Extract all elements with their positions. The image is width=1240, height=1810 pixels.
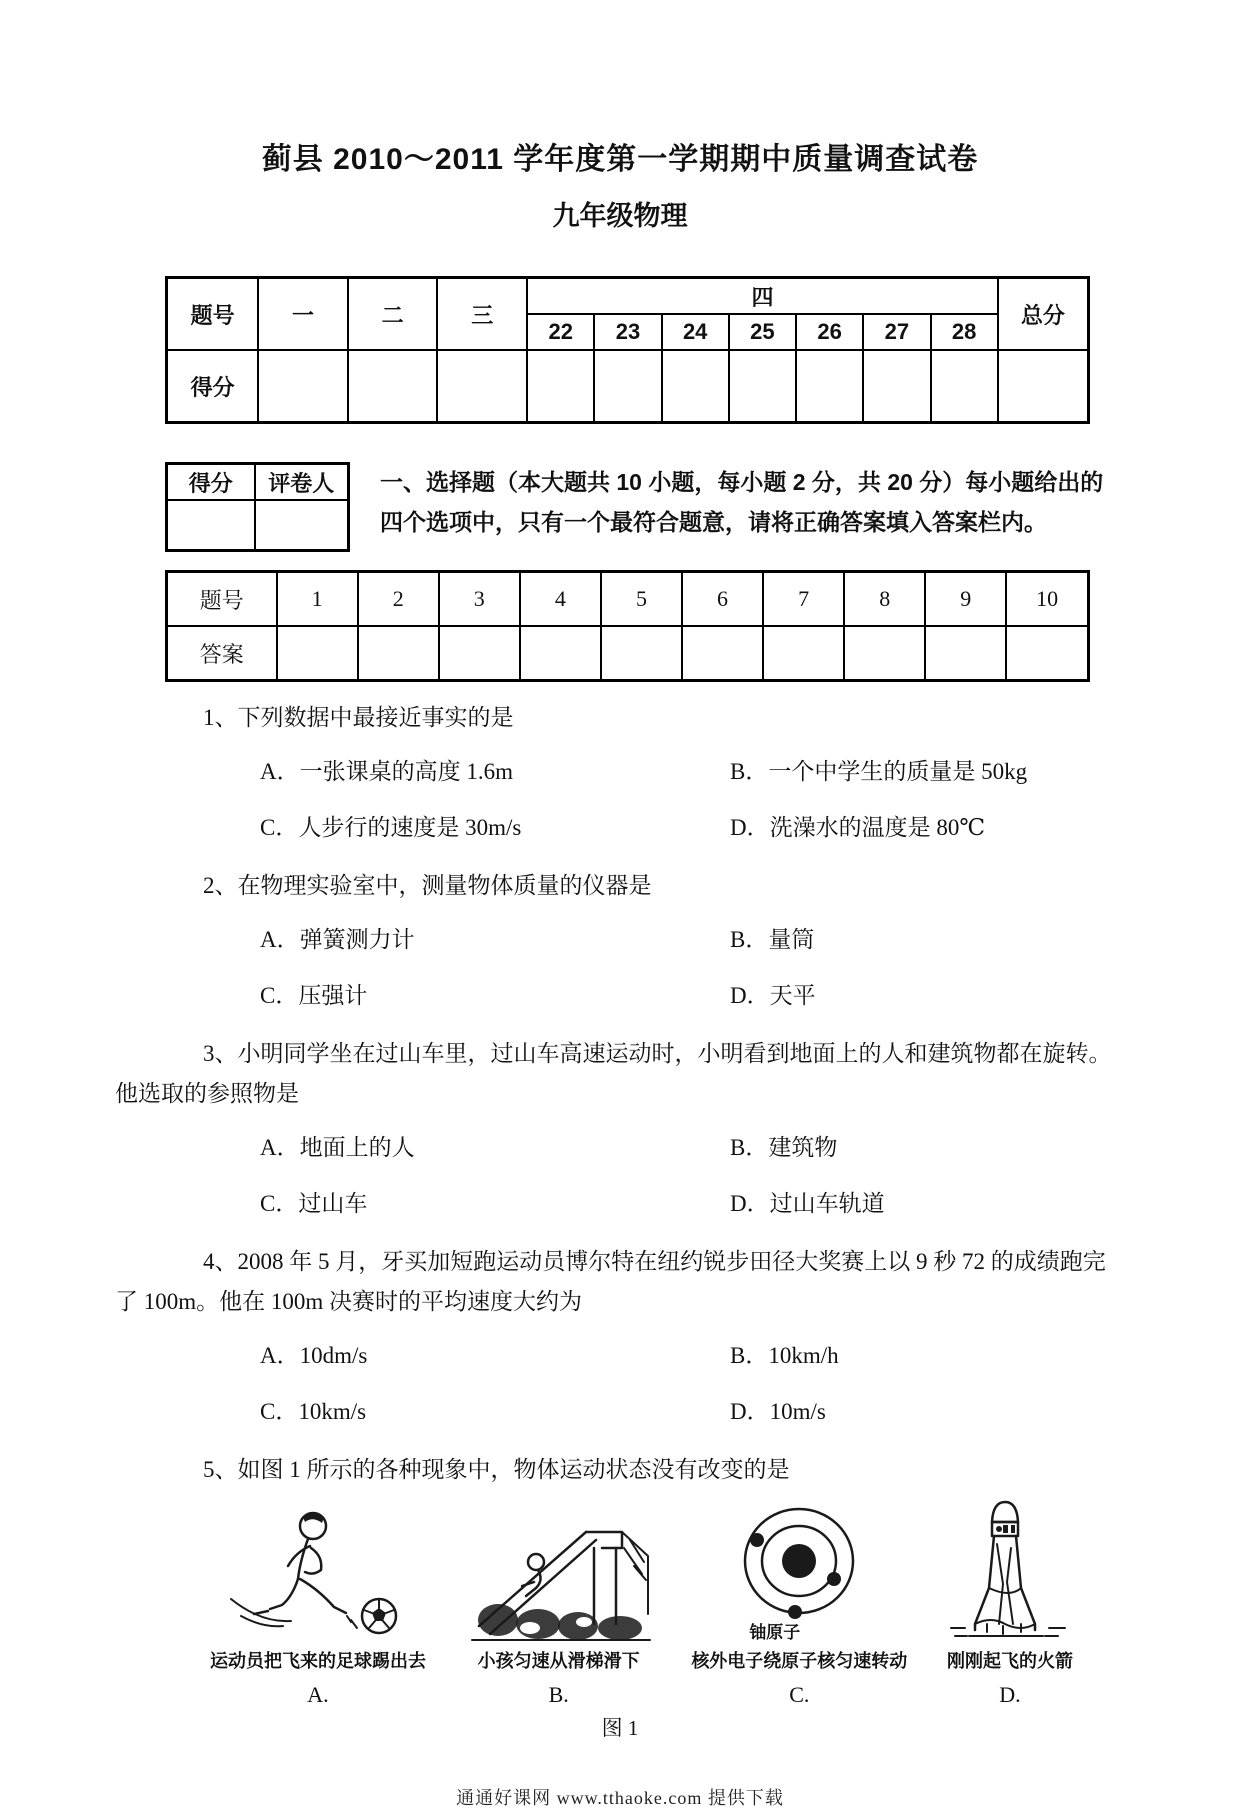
answer-number-cell: 1 bbox=[277, 572, 358, 627]
figure-item-c bbox=[691, 1504, 907, 1712]
option-b: B．量筒 bbox=[730, 927, 815, 952]
score-cell bbox=[527, 350, 594, 423]
question-1-stem: 1、下列数据中最接近事实的是 bbox=[203, 705, 514, 730]
question-5 bbox=[115, 1450, 1125, 1742]
option-c: C．过山车 bbox=[260, 1191, 368, 1216]
question-4-stem: 4、2008 年 5 月，牙买加短跑运动员博尔特在纽约锐步田径大奖赛上以 9 秒 72 的成绩跑完了 100m。他在 100m 决赛时的平均速度大约为 bbox=[115, 1249, 1106, 1314]
question-3-options bbox=[115, 1130, 1125, 1222]
section-1-instruction: 一、选择题（本大题共 10 小题，每小题 2 分，共 20 分）每小题给出的四个选项中，只有一个最符合题意，请将正确答案填入答案栏内。 bbox=[380, 469, 1104, 535]
section-1-header-block bbox=[165, 462, 1125, 552]
option-d: D．天平 bbox=[730, 983, 816, 1008]
question-24-header: 24 bbox=[662, 314, 729, 350]
score-summary-table bbox=[165, 276, 1090, 424]
answer-number-cell: 4 bbox=[520, 572, 601, 627]
atom-illustration bbox=[699, 1504, 899, 1622]
figure-c-letter: C. bbox=[789, 1682, 810, 1707]
score-cell bbox=[796, 350, 863, 423]
grader-score-cell bbox=[167, 500, 255, 551]
question-26-header: 26 bbox=[796, 314, 863, 350]
answer-number-cell: 10 bbox=[1006, 572, 1088, 627]
score-cell bbox=[662, 350, 729, 423]
option-d: D．洗澡水的温度是 80℃ bbox=[730, 815, 986, 840]
total-score-header: 总分 bbox=[998, 278, 1089, 351]
score-cell bbox=[931, 350, 998, 423]
score-cell bbox=[863, 350, 930, 423]
figure-d-caption: 刚刚起飞的火箭 bbox=[946, 1651, 1073, 1671]
option-b: B．建筑物 bbox=[730, 1135, 838, 1160]
rocket-illustration bbox=[945, 1496, 1075, 1644]
option-d: D．过山车轨道 bbox=[730, 1191, 885, 1216]
answer-number-cell: 2 bbox=[358, 572, 439, 627]
answer-number-cell: 8 bbox=[844, 572, 925, 627]
answer-cell bbox=[1006, 626, 1088, 681]
soccer-kick-illustration bbox=[211, 1504, 426, 1644]
figure-b-letter: B. bbox=[548, 1682, 569, 1707]
option-c: C．人步行的速度是 30m/s bbox=[260, 815, 522, 840]
question-2 bbox=[115, 866, 1125, 1014]
grader-box-header-row bbox=[167, 464, 349, 501]
page-subtitle: 九年级物理 bbox=[552, 201, 688, 231]
question-23-header: 23 bbox=[594, 314, 661, 350]
atom-label: 铀原子 bbox=[749, 1623, 801, 1642]
score-cell bbox=[998, 350, 1089, 423]
question-3 bbox=[115, 1034, 1125, 1222]
grader-name-cell bbox=[255, 500, 349, 551]
answer-cell bbox=[358, 626, 439, 681]
answer-cell bbox=[439, 626, 520, 681]
answer-cell bbox=[601, 626, 682, 681]
answer-number-cell: 9 bbox=[925, 572, 1006, 627]
figure-1-label: 图 1 bbox=[601, 1716, 639, 1740]
grader-name-label: 评卷人 bbox=[255, 464, 349, 501]
question-2-options bbox=[115, 922, 1125, 1014]
answer-cell bbox=[763, 626, 844, 681]
grader-score-label: 得分 bbox=[167, 464, 255, 501]
answer-table-number-row bbox=[167, 572, 1089, 627]
answer-table-answer-row bbox=[167, 626, 1089, 681]
answer-number-cell: 5 bbox=[601, 572, 682, 627]
option-b: B．一个中学生的质量是 50kg bbox=[730, 759, 1028, 784]
question-1-options bbox=[115, 754, 1125, 846]
score-table-header-row bbox=[167, 278, 1089, 315]
option-a: A．弹簧测力计 bbox=[260, 927, 415, 952]
answer-table-corner: 题号 bbox=[167, 572, 277, 627]
section-3-header: 三 bbox=[437, 278, 527, 351]
score-cell bbox=[437, 350, 527, 423]
slide-illustration bbox=[464, 1504, 654, 1644]
score-cell bbox=[594, 350, 661, 423]
question-list bbox=[115, 698, 1125, 1742]
figure-a-letter: A. bbox=[307, 1682, 329, 1707]
score-cell bbox=[729, 350, 796, 423]
option-b: B．10km/h bbox=[730, 1343, 839, 1368]
answer-cell bbox=[925, 626, 1006, 681]
option-a: A．10dm/s bbox=[260, 1343, 368, 1368]
question-3-stem: 3、小明同学坐在过山车里，过山车高速运动时，小明看到地面上的人和建筑物都在旋转。他选取的参照物是 bbox=[115, 1041, 1112, 1106]
section-4-header: 四 bbox=[527, 278, 998, 315]
figure-c-caption: 核外电子绕原子核匀速转动 bbox=[691, 1651, 908, 1671]
figure-item-b bbox=[464, 1504, 654, 1712]
option-c: C．10km/s bbox=[260, 1399, 367, 1424]
score-table-corner: 题号 bbox=[167, 278, 259, 351]
question-1 bbox=[115, 698, 1125, 846]
option-a: A．一张课桌的高度 1.6m bbox=[260, 759, 513, 784]
question-25-header: 25 bbox=[729, 314, 796, 350]
option-d: D．10m/s bbox=[730, 1399, 826, 1424]
answer-number-cell: 3 bbox=[439, 572, 520, 627]
question-4-options bbox=[115, 1338, 1125, 1430]
page-title: 蓟县 2010～2011 学年度第一学期期中质量调查试卷 bbox=[261, 143, 979, 176]
question-22-header: 22 bbox=[527, 314, 594, 350]
score-cell bbox=[258, 350, 348, 423]
figure-item-a bbox=[210, 1504, 426, 1712]
figure-d-letter: D. bbox=[999, 1682, 1021, 1707]
option-c: C．压强计 bbox=[260, 983, 368, 1008]
figure-item-d bbox=[945, 1496, 1075, 1712]
section-1-header: 一 bbox=[258, 278, 348, 351]
answer-number-cell: 6 bbox=[682, 572, 763, 627]
figure-1-row bbox=[210, 1496, 1075, 1712]
footer-watermark: 通通好课网 www.tthaoke.com 提供下载 bbox=[456, 1788, 784, 1808]
score-row-label: 得分 bbox=[167, 350, 259, 423]
section-2-header: 二 bbox=[348, 278, 438, 351]
answer-row-label: 答案 bbox=[167, 626, 277, 681]
answer-number-cell: 7 bbox=[763, 572, 844, 627]
figure-a-caption: 运动员把飞来的足球踢出去 bbox=[210, 1651, 426, 1671]
answer-table bbox=[165, 570, 1090, 682]
question-28-header: 28 bbox=[931, 314, 998, 350]
question-4 bbox=[115, 1242, 1125, 1430]
question-2-stem: 2、在物理实验室中，测量物体质量的仪器是 bbox=[203, 873, 652, 898]
answer-cell bbox=[277, 626, 358, 681]
answer-cell bbox=[844, 626, 925, 681]
question-27-header: 27 bbox=[863, 314, 930, 350]
grader-box-empty-row bbox=[167, 500, 349, 551]
option-a: A．地面上的人 bbox=[260, 1135, 415, 1160]
figure-b-caption: 小孩匀速从滑梯滑下 bbox=[477, 1651, 640, 1671]
score-row bbox=[167, 350, 1089, 423]
score-cell bbox=[348, 350, 438, 423]
grader-score-box bbox=[165, 462, 350, 552]
answer-cell bbox=[682, 626, 763, 681]
answer-cell bbox=[520, 626, 601, 681]
question-5-stem: 5、如图 1 所示的各种现象中，物体运动状态没有改变的是 bbox=[203, 1457, 790, 1482]
